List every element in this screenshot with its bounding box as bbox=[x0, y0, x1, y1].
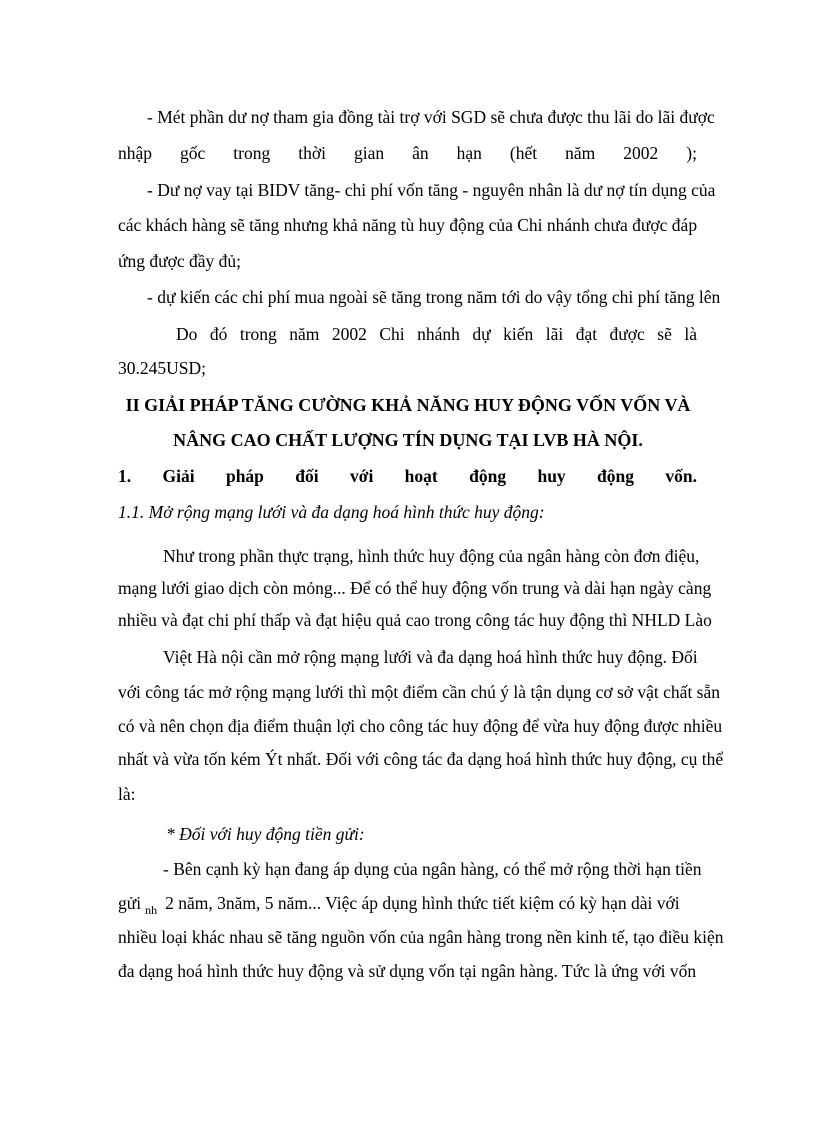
text-fragment: 2 năm, 3năm, 5 năm... Việc áp dụng hình thức tiết kiệm có kỳ hạn dài với bbox=[165, 893, 680, 913]
section-heading: II GIẢI PHÁP TĂNG CƯỜNG KHẢ NĂNG HUY ĐỘNG VỐN VỐN VÀ bbox=[125, 395, 691, 415]
text-line: với công tác mở rộng mạng lưới thì một điểm cần chú ý là tận dụng cơ sở vật chất sẵn bbox=[118, 682, 721, 702]
text-fragment: gửi bbox=[118, 893, 142, 913]
text-line: - dự kiến các chi phí mua ngoài sẽ tăng trong năm tới do vậy tổng chi phí tăng lên bbox=[147, 287, 721, 307]
text-line: các khách hàng sẽ tăng nhưng khả năng tù huy động của Chi nhánh chưa được đáp bbox=[118, 215, 698, 235]
text-line: là: bbox=[118, 784, 136, 804]
text-line: đa dạng hoá hình thức huy động và sử dụng vốn tại ngân hàng. Tức là ứng với vốn bbox=[118, 961, 697, 981]
text-line: nhiều loại khác nhau sẽ tăng nguồn vốn của ngân hàng trong nền kinh tế, tạo điều kiện bbox=[118, 927, 724, 947]
text-line: có và nên chọn địa điểm thuận lợi cho công tác huy động để vừa huy động được nhiều bbox=[118, 716, 723, 736]
text-line: Như trong phần thực trạng, hình thức huy động của ngân hàng còn đơn điệu, bbox=[163, 546, 700, 566]
text-line bbox=[118, 891, 680, 917]
text-line: - Dư nợ vay tại BIDV tăng- chi phí vốn tăng - nguyên nhân là dư nợ tín dụng của bbox=[147, 180, 716, 200]
text-line: mạng lưới giao dịch còn mỏng... Để có thể huy động vốn trung và dài hạn ngày càng bbox=[118, 578, 712, 598]
subsection-title: 1.1. Mở rộng mạng lưới và đa dạng hoá hình thức huy động: bbox=[118, 502, 545, 522]
text-line: Việt Hà nội cần mở rộng mạng lưới và đa dạng hoá hình thức huy động. Đối bbox=[163, 647, 698, 667]
text-line: Do đó trong năm 2002 Chi nhánh dự kiến lãi đạt được sẽ là bbox=[176, 324, 697, 344]
text-line: nhất và vừa tốn kém Ýt nhất. Đối với công tác đa dạng hoá hình thức huy động, cụ thể bbox=[118, 749, 724, 769]
text-line: nhiều và đạt chi phí thấp và đạt hiệu quả cao trong công tác huy động thì NHLD Lào bbox=[118, 610, 712, 630]
text-line: - Mét phần dư nợ tham gia đồng tài trợ với SGD sẽ chưa được thu lãi do lãi được bbox=[147, 107, 715, 127]
subscript-fragment: nh bbox=[145, 903, 158, 917]
text-line: nhập gốc trong thời gian ân hạn (hết năm 2002 ); bbox=[118, 143, 697, 163]
subsection-heading: 1. Giải pháp đối với hoạt động huy động vốn. bbox=[118, 466, 697, 486]
bullet-heading: * Đối với huy động tiền gửi: bbox=[166, 824, 365, 844]
text-line: ứng được đầy đủ; bbox=[118, 251, 241, 271]
section-heading: NÂNG CAO CHẤT LƯỢNG TÍN DỤNG TẠI LVB HÀ NỘI. bbox=[173, 430, 643, 450]
text-line: 30.245USD; bbox=[118, 358, 206, 378]
text-line: - Bên cạnh kỳ hạn đang áp dụng của ngân hàng, có thể mở rộng thời hạn tiền bbox=[163, 859, 702, 879]
